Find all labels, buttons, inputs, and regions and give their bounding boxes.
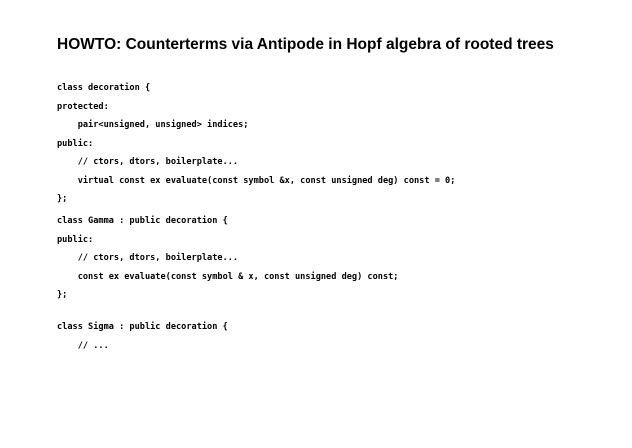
code-line: pair<unsigned, unsigned> indices; bbox=[57, 120, 249, 130]
code-line: class Sigma : public decoration { bbox=[57, 322, 228, 332]
code-line: protected: bbox=[57, 101, 109, 112]
slide-title: HOWTO: Counterterms via Antipode in Hopf algebra of rooted trees bbox=[57, 36, 554, 53]
code-line: class decoration { bbox=[57, 83, 151, 93]
code-line: // ctors, dtors, boilerplate... bbox=[57, 253, 239, 263]
code-line: const ex evaluate(const symbol & x, const unsigned deg) const; bbox=[57, 271, 399, 282]
code-line: virtual const ex evaluate(const symbol &x, const unsigned deg) const = 0; bbox=[57, 175, 456, 186]
code-line: public: bbox=[57, 234, 94, 245]
code-line: // ctors, dtors, boilerplate... bbox=[57, 157, 239, 167]
code-line: // ... bbox=[57, 340, 109, 351]
code-line: }; bbox=[57, 194, 68, 204]
code-line: }; bbox=[57, 290, 68, 300]
code-block-gamma bbox=[57, 212, 398, 305]
code-block-decoration bbox=[57, 79, 455, 209]
code-block-sigma bbox=[57, 318, 228, 355]
code-line: public: bbox=[57, 138, 94, 149]
code-line: class Gamma : public decoration { bbox=[57, 216, 228, 226]
